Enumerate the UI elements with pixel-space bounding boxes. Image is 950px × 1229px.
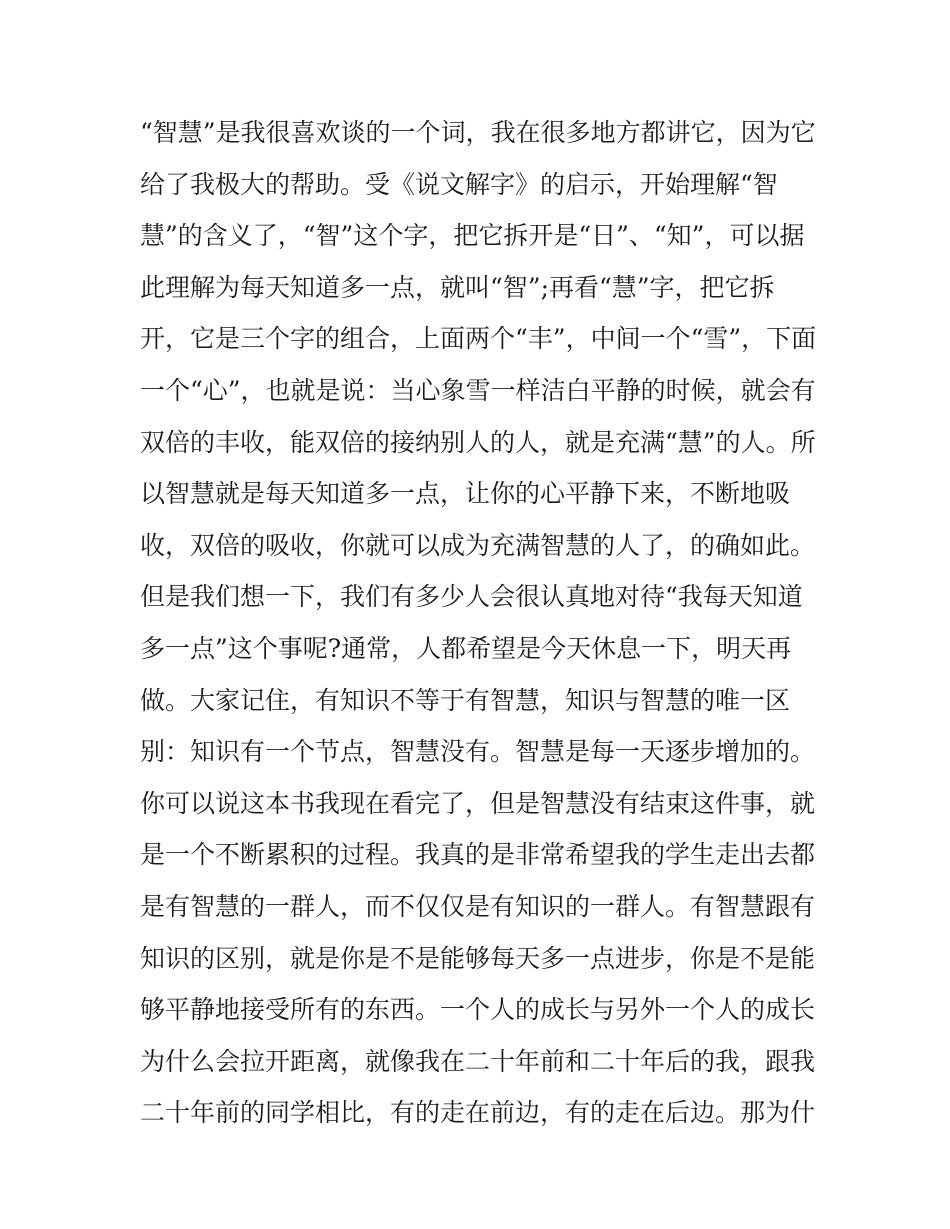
text-line: 但是我们想一下，我们有多少人会很认真地对待“我每天知道 <box>140 582 803 612</box>
text-line: 双倍的丰收，能双倍的接纳别人的人，就是充满“慧”的人。所 <box>140 427 816 457</box>
text-line: 给了我极大的帮助。受《说文解字》的启示，开始理解“智 <box>140 169 778 199</box>
text-line: 开，它是三个字的组合，上面两个“丰”，中间一个“雪”，下面 <box>140 324 817 354</box>
text-line: “智慧”是我很喜欢谈的一个词，我在很多地方都讲它，因为它 <box>140 118 816 147</box>
text-line: 够平静地接受所有的东西。一个人的成长与另外一个人的成长 <box>140 995 816 1025</box>
text-line: 二十年前的同学相比，有的走在前边，有的走在后边。那为什 <box>140 1098 816 1128</box>
body-paragraph <box>140 107 820 1139</box>
text-line: 一个“心”，也就是说：当心象雪一样洁白平静的时候，就会有 <box>140 375 816 405</box>
text-line: 以智慧就是每天知道多一点，让你的心平静下来，不断地吸 <box>140 479 791 509</box>
text-line: 你可以说这本书我现在看完了，但是智慧没有结束这件事，就 <box>140 788 816 818</box>
text-line: 是一个不断累积的过程。我真的是非常希望我的学生走出去都 <box>140 840 816 870</box>
text-line: 为什么会拉开距离，就像我在二十年前和二十年后的我，跟我 <box>140 1046 816 1076</box>
text-line: 多一点”这个事呢?通常，人都希望是今天休息一下，明天再 <box>140 633 792 663</box>
text-line: 知识的区别，就是你是不是能够每天多一点进步，你是不是能 <box>140 943 816 973</box>
text-line: 是有智慧的一群人，而不仅仅是有知识的一群人。有智慧跟有 <box>140 891 816 921</box>
text-line: 收，双倍的吸收，你就可以成为充满智慧的人了，的确如此。 <box>140 530 816 560</box>
text-line: 此理解为每天知道多一点，就叫“智”;再看“慧”字，把它拆 <box>140 272 775 302</box>
text-line: 慧”的含义了，“智”这个字，把它拆开是“日”、“知”，可以据 <box>140 221 805 251</box>
text-line: 做。大家记住，有知识不等于有智慧，知识与智慧的唯一区 <box>140 685 791 715</box>
text-line: 别：知识有一个节点，智慧没有。智慧是每一天逐步增加的。 <box>140 737 816 767</box>
